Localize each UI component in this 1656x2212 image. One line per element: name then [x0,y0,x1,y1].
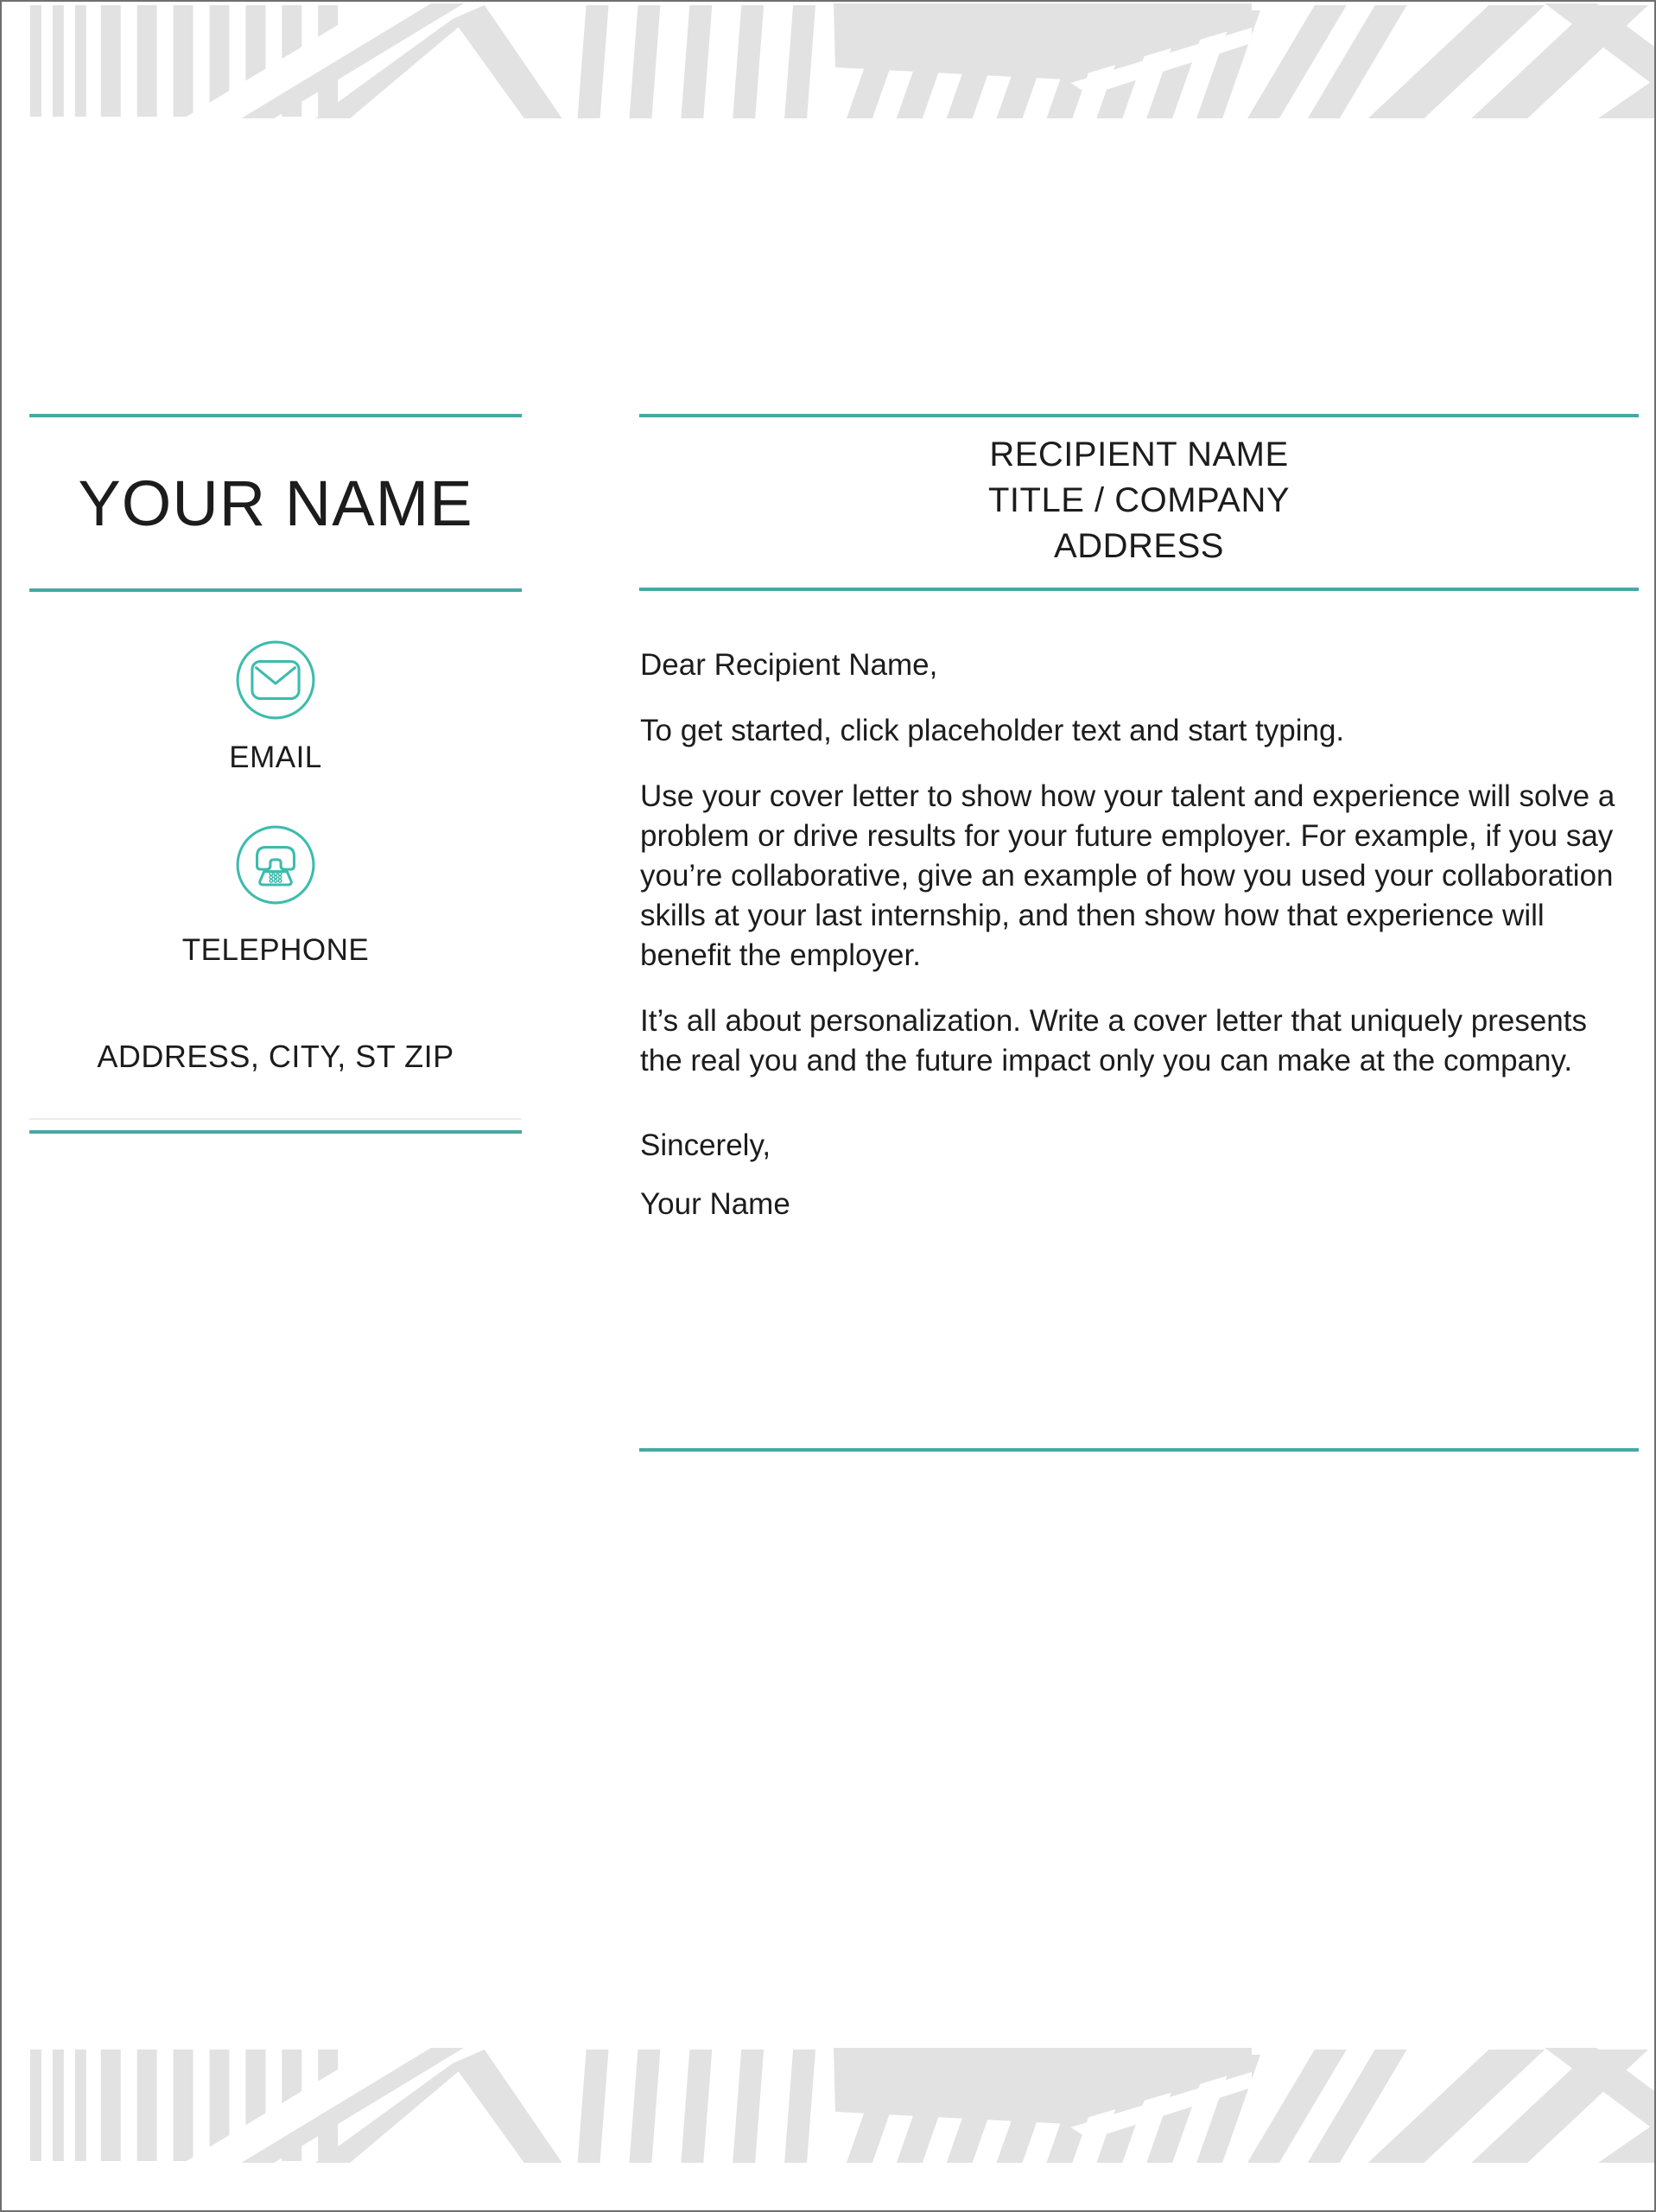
your-name-placeholder[interactable]: YOUR NAME [78,467,473,539]
paragraph-3[interactable]: It’s all about personalization. Write a cover letter that uniquely presents the real you and the future impact only you can make at the company. [640,1004,1587,1077]
divider-left-faint [29,1118,522,1120]
divider-left-under-name [29,588,522,592]
signature-placeholder[interactable]: Your Name [640,1187,790,1221]
divider-right-under-recipient [639,588,1639,591]
recipient-address-placeholder[interactable]: ADDRESS [1054,527,1224,565]
divider-left-bottom [29,1130,522,1134]
divider-right-bottom [639,1448,1639,1452]
letter-body [640,645,1625,1224]
email-label-placeholder[interactable]: EMAIL [229,741,322,774]
divider-right-top [639,414,1639,417]
salutation[interactable]: Dear Recipient Name, [640,648,938,682]
decorative-stripe-band-bottom [2,2048,1654,2163]
recipient-title-company-placeholder[interactable]: TITLE / COMPANY [987,481,1291,519]
divider-left-top [29,414,522,417]
paragraph-1[interactable]: To get started, click placeholder text and start typing. [640,714,1345,747]
closing[interactable]: Sincerely, [640,1128,771,1162]
recipient-block [639,432,1639,569]
address-placeholder[interactable]: ADDRESS, CITY, ST ZIP [97,1039,454,1074]
paragraph-2[interactable]: Use your cover letter to show how your talent and experience will solve a problem or drive results for your future employer. For example, if you say you’re collaborative, give an example of how you used your collaboration skills at your last internship, and then show how that experience will benefit the employer. [640,779,1615,972]
telephone-icon [235,824,316,906]
decorative-stripe-band-top [2,3,1654,118]
telephone-label-placeholder[interactable]: TELEPHONE [181,933,370,967]
email-icon [235,639,316,721]
recipient-name-placeholder[interactable]: RECIPIENT NAME [989,435,1289,474]
